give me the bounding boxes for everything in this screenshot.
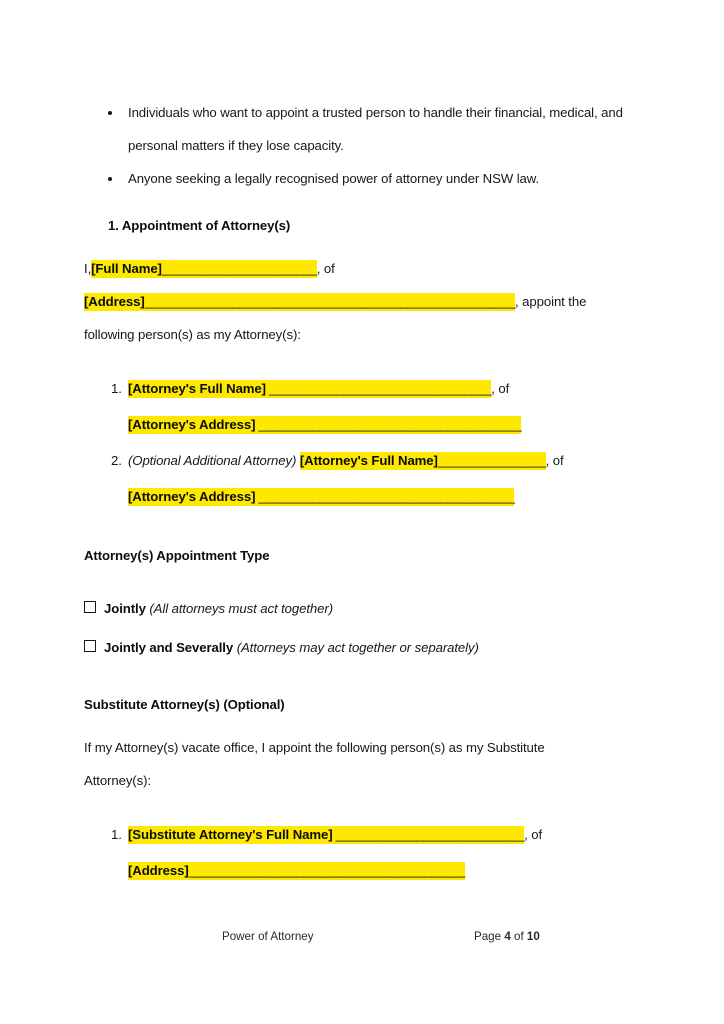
list-item [84,443,629,515]
substitute-1-name-highlight [128,826,524,844]
option-label: Jointly and Severally [104,640,234,655]
bullet-text: Individuals who want to appoint a trusted person to handle their financial, medical, and personal matters if they lose capacity. [128,105,623,153]
substitute-1-address-blank[interactable]: _________________________________________ [188,863,465,878]
attorney-2-name-highlight [300,452,546,470]
appointment-type-option-jointly-severally[interactable] [84,631,629,664]
substitute-1-marker: 1. [111,827,122,842]
principal-name-blank[interactable]: _______________________ [161,261,317,276]
bullet-text: Anyone seeking a legally recognised power of attorney under NSW law. [128,171,540,186]
substitute-1-address-line [128,853,629,889]
substitute-1-name-label: [Substitute Attorney's Full Name] [128,827,333,842]
principal-of-1: , of [316,261,335,276]
principal-address-highlight [84,293,515,311]
attorney-1-address-highlight [128,416,521,434]
principal-name-highlight [91,260,317,278]
attorney-2-address-highlight [128,488,514,506]
attorney-2-address-blank[interactable]: ______________________________________ [255,489,515,504]
attorney-1-name-highlight [128,380,491,398]
attorney-2-optional-note: (Optional Additional Attorney) [128,453,297,468]
appointment-type-option-jointly[interactable] [84,592,629,625]
principal-address-label: [Address] [84,294,145,309]
attorney-1-address-line [128,407,629,443]
footer-page-number: 4 [504,930,511,943]
spacer [84,721,629,731]
attorney-1-of: , of [491,381,510,396]
attorney-1-marker: 1. [111,381,122,396]
footer-of-word: of [514,930,524,943]
checkbox-icon[interactable] [84,601,96,613]
list-item [84,96,629,162]
principal-name-label: [Full Name] [91,261,162,276]
attorney-list [84,371,629,515]
option-note: (All attorneys must act together) [149,601,333,616]
substitute-paragraph-line-2: Attorney(s): [84,773,151,788]
attorney-2-marker: 2. [111,453,122,468]
spacer [84,664,629,688]
spacer [84,797,629,817]
page-footer [84,930,629,950]
footer-total-pages: 10 [526,930,540,943]
section-heading-substitute-attorneys: Substitute Attorney(s) (Optional) [84,697,285,712]
attorney-2-name-label: [Attorney's Full Name] [299,453,438,468]
attorney-2-of: , of [545,453,564,468]
attorney-2-name-blank[interactable]: ________________ [437,453,546,468]
spacer [84,515,629,539]
substitute-attorney-list [84,817,629,889]
substitute-1-of: , of [524,827,543,842]
list-item [84,162,629,195]
spacer [84,572,629,592]
principal-appoint-tail: , appoint the [515,294,587,309]
substitute-1-address-label: [Address] [128,863,189,878]
list-item [84,817,629,889]
attorney-2-address-line [128,479,629,515]
footer-page-word: Page [474,930,502,943]
substitute-paragraph-line-1: If my Attorney(s) vacate office, I appoint the following person(s) as my Substitute [84,740,545,755]
footer-page-indicator [474,930,540,943]
document-content [84,96,629,889]
footer-document-title: Power of Attorney [222,930,314,943]
spacer [84,351,629,371]
principal-name-line [84,252,629,285]
list-item [84,371,629,443]
attorney-1-name-label: [Attorney's Full Name] [128,381,266,396]
spacer [84,242,629,252]
spacer [84,195,629,209]
attorney-2-address-label: [Attorney's Address] [128,489,256,504]
principal-address-line [84,285,629,318]
intro-bullet-list [84,96,629,195]
checkbox-icon[interactable] [84,640,96,652]
substitute-1-name-blank[interactable]: ____________________________ [332,827,525,842]
attorney-1-name-blank[interactable]: _________________________________ [265,381,492,396]
principal-lead-in: I, [84,261,92,276]
option-label: Jointly [104,601,146,616]
attorney-1-address-label: [Attorney's Address] [128,417,256,432]
option-note: (Attorneys may act together or separately) [236,640,479,655]
following-persons-line: following person(s) as my Attorney(s): [84,327,301,342]
attorney-1-address-blank[interactable]: _______________________________________ [255,417,522,432]
principal-address-blank[interactable]: _______________________________________________________ [144,294,516,309]
section-heading-appointment: 1. Appointment of Attorney(s) [108,218,291,233]
substitute-1-address-highlight [128,862,465,880]
section-heading-appointment-type: Attorney(s) Appointment Type [84,548,270,563]
